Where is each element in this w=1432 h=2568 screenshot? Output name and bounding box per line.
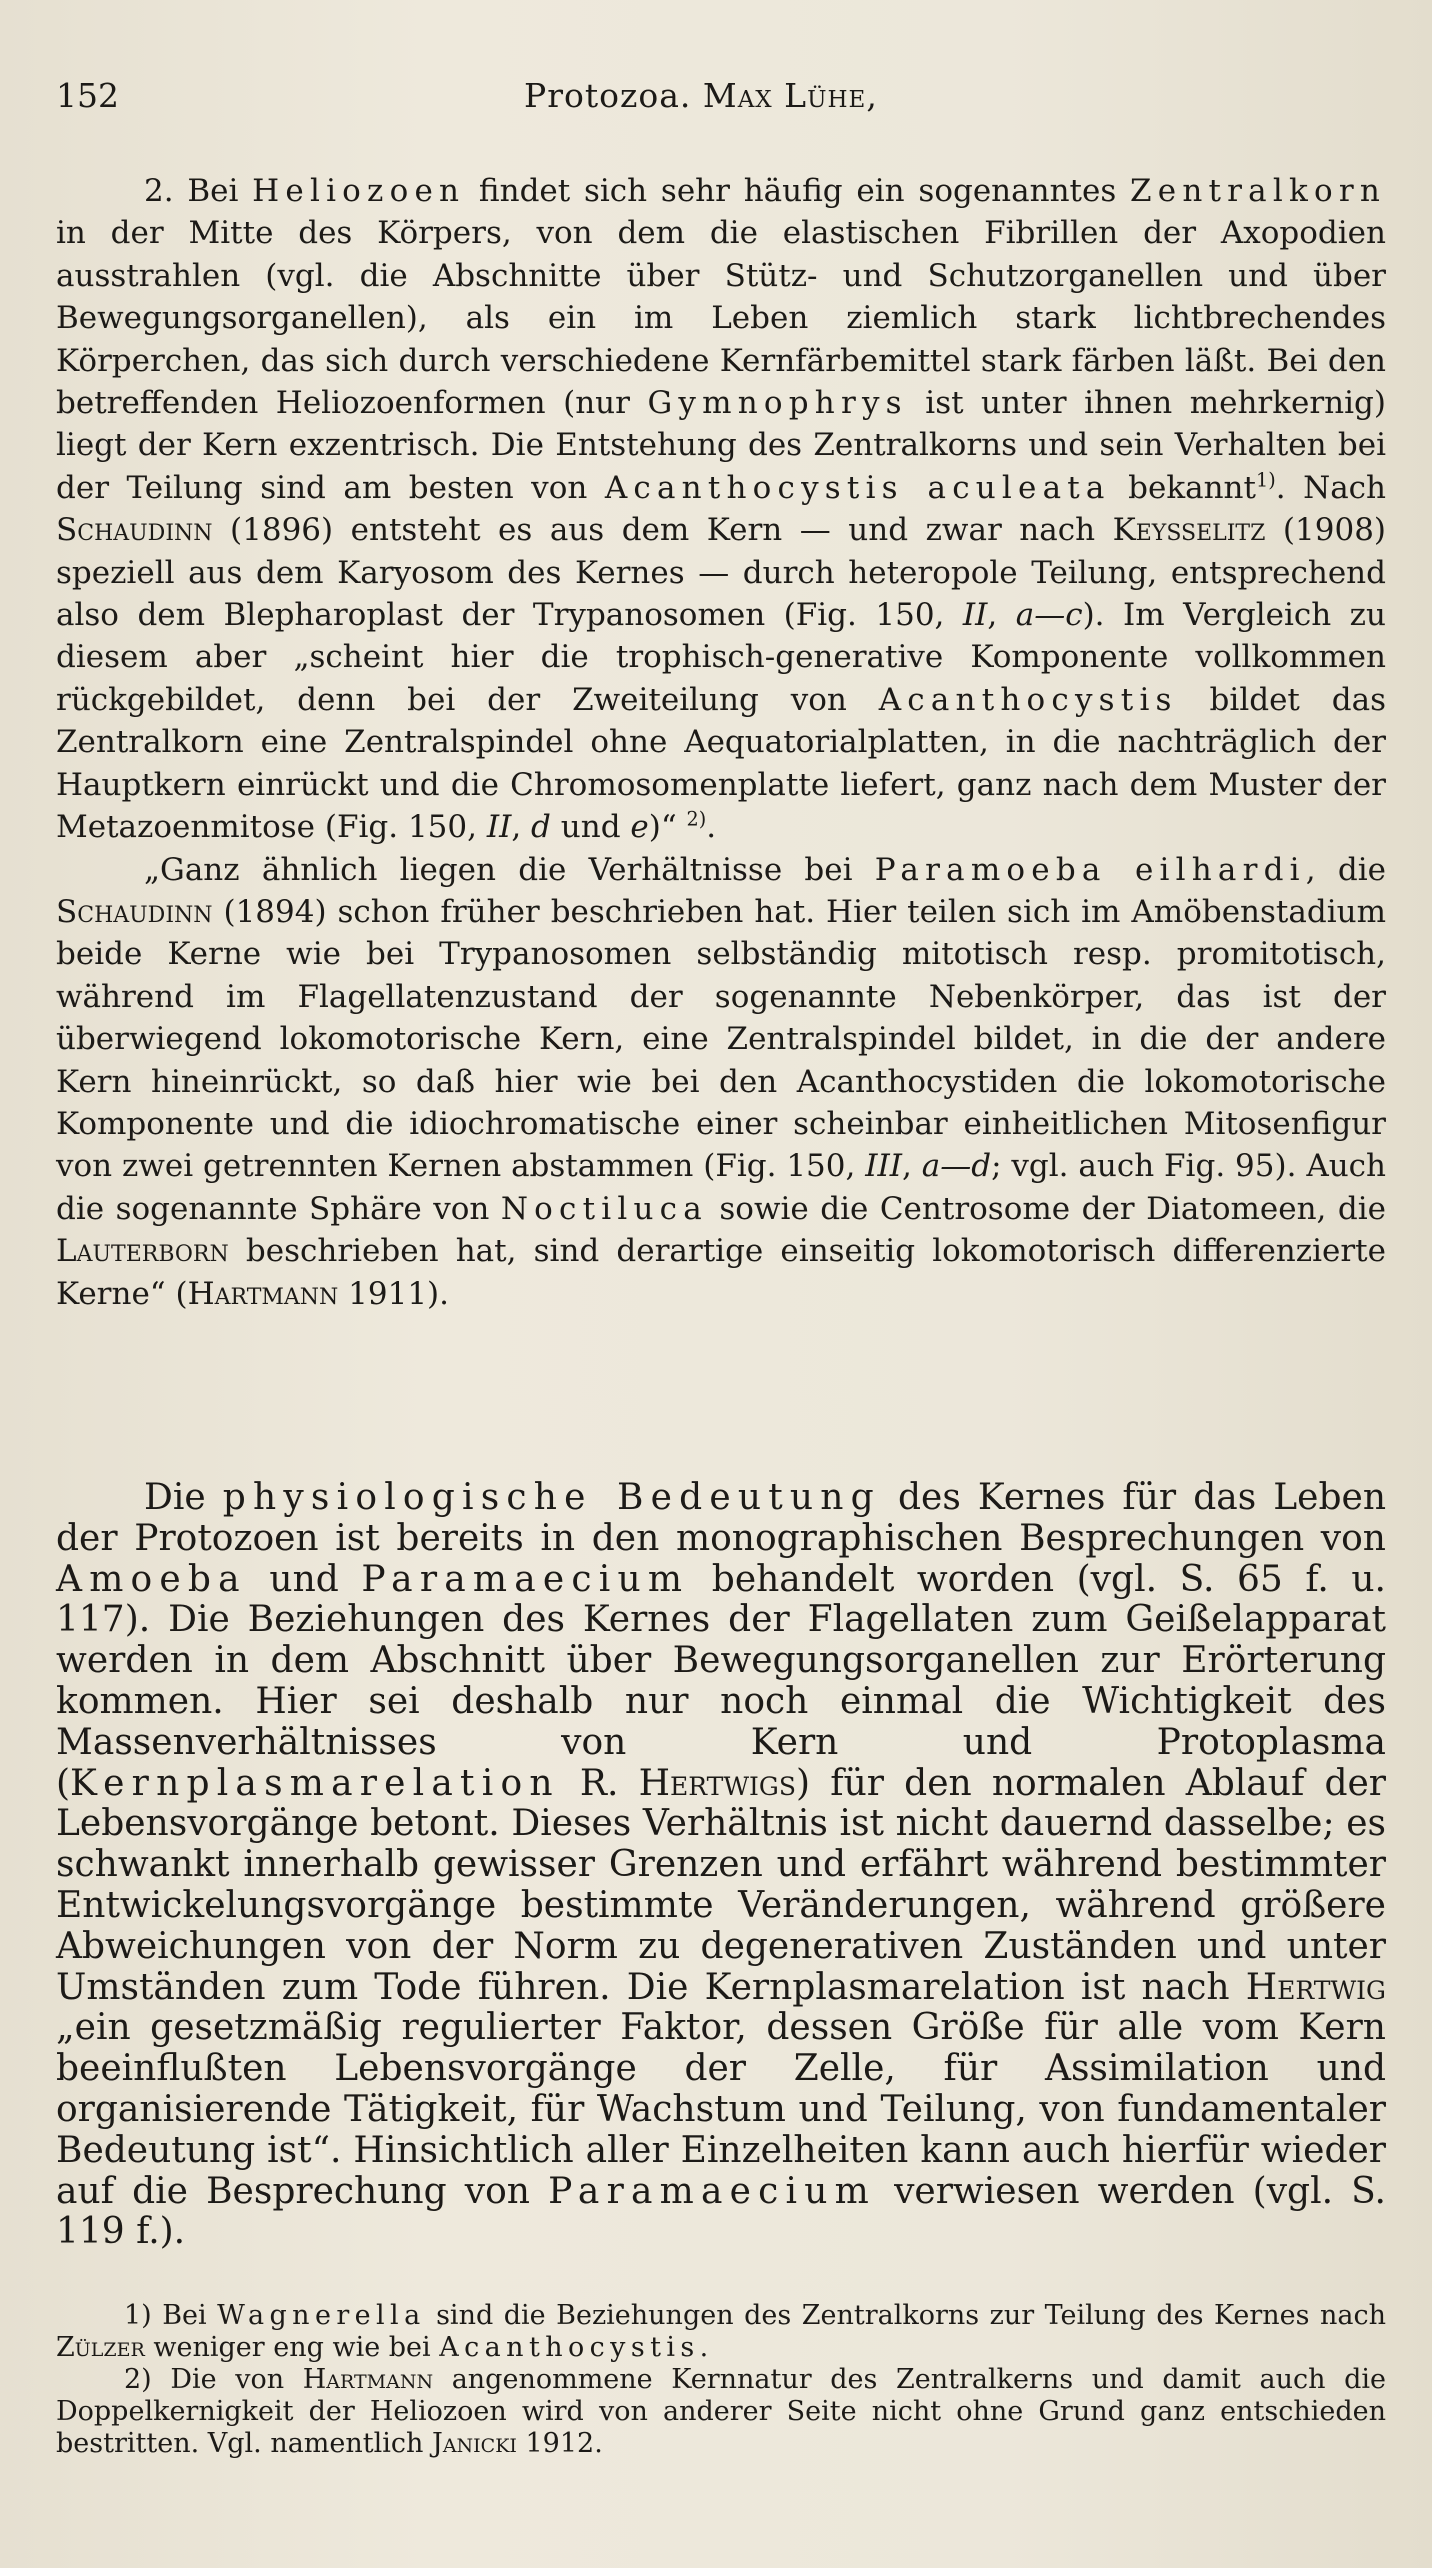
author-name: Schaudinn — [56, 512, 213, 549]
text-run: 1) Bei — [124, 2300, 218, 2331]
spaced-term: Paramoeba eilhardi — [874, 851, 1306, 888]
text-run: . — [706, 809, 717, 846]
spaced-term: Paramaecium — [548, 2170, 876, 2212]
main-text-section — [56, 1478, 1386, 2253]
running-title-section: Protozoa. — [524, 76, 692, 115]
text-run: angenommene Kernnatur des Zentralkerns und damit auch die Doppelkernigkeit der Heliozoen wird von anderer Seite nicht ohne Grund ganz entschieden bestritten. Vgl. namentlich — [56, 2364, 1386, 2459]
author-name: Janicki — [432, 2428, 517, 2459]
text-run: (1894) schon früher beschrieben hat. Hier teilen sich im Amöbenstadium beide Kerne wie bei Trypanosomen selbständig mitotisch resp. promitotisch, während im Flagellatenzustand der sogenannte Nebenkörper, das ist der überwiegend lokomotorische Kern, eine Zentralspindel bildet, in die der andere Kern hineinrückt, so daß hier wie bei den Acanthocystiden die lokomotorische Komponente und die idiochromatische einer scheinbar einheitlichen Mitosenfigur von zwei getrennten Kernen abstammen (Fig. 150, — [56, 893, 1386, 1185]
author-name: Zülzer — [56, 2332, 145, 2363]
spaced-term: physiologische Bedeutung — [222, 1477, 881, 1518]
text-run: , — [511, 809, 532, 846]
spaced-term: Wagnerella — [217, 2300, 426, 2331]
spaced-term: Gymnophrys — [647, 385, 908, 422]
text-run: ). Im Vergleich zu diesem aber „scheint hier die trophisch-generative Komponente vollkommen rückgebildet, denn bei der Zweiteilung von — [56, 597, 1386, 718]
text-run: des Kernes für das Leben der Protozoen ist bereits in den monographischen Besprechungen von — [56, 1477, 1387, 1559]
italic-ref: II — [962, 597, 988, 634]
text-run: Die — [144, 1477, 223, 1518]
text-run: (1908) speziell aus dem Karyosom des Kernes — durch heteropole Teilung, entsprechend also dem Blepharoplast der Trypanosomen (Fig. 150, — [56, 512, 1387, 634]
text-run: , die — [1305, 851, 1387, 888]
text-run: ; vgl. auch Fig. 95). Auch die sogenannte Sphäre von — [56, 1148, 1387, 1227]
running-title — [524, 76, 878, 115]
spaced-term: Kernplasmarelation — [70, 1762, 560, 1804]
author-name: Lauterborn — [56, 1233, 229, 1270]
spaced-term: Paramaecium — [361, 1558, 690, 1600]
author-name: Keysselitz — [1112, 512, 1266, 549]
paragraph — [56, 170, 1386, 849]
footnote — [56, 2364, 1386, 2460]
text-run: 1911). — [338, 1275, 449, 1312]
text-run: . Nach — [1275, 469, 1387, 506]
footnote-ref: 1) — [1255, 468, 1276, 492]
author-name: Schaudinn — [56, 893, 213, 930]
spaced-term: Acanthocystis — [878, 681, 1178, 718]
text-run: )“ — [648, 809, 687, 846]
text-run: 1912. — [516, 2428, 603, 2459]
running-header — [56, 76, 1386, 126]
text-run: ist unter ihnen mehrkernig) liegt der Kern exzentrisch. Die Entstehung des Zentralkorns und sein Verhalten bei der Teilung sind am besten von — [56, 385, 1386, 506]
text-run: und — [246, 1558, 362, 1600]
footnotes-section — [56, 2300, 1386, 2460]
running-title-author: Max Lühe, — [702, 76, 878, 115]
spaced-term: Acanthocystis aculeata — [604, 469, 1111, 506]
text-run: . — [699, 2332, 709, 2363]
footnote-ref: 2) — [686, 807, 707, 831]
text-run: beschrieben hat, sind derartige einseitig lokomotorisch differenzierte Kerne“ ( — [56, 1233, 1386, 1312]
small-print-section — [56, 170, 1386, 1315]
italic-ref: a—d — [921, 1148, 992, 1185]
text-run: sowie die Centrosome der Diatomeen, die — [707, 1190, 1386, 1227]
text-run: 2) Die von — [124, 2364, 303, 2395]
text-run: und — [550, 809, 631, 846]
author-name: Hartmann — [187, 1275, 339, 1312]
spaced-term: Amoeba — [56, 1558, 247, 1600]
author-name: Hertwigs — [638, 1762, 797, 1804]
text-run: behandelt worden (vgl. S. 65 f. u. 117). Die Beziehungen des Kernes der Flagellaten zum Geißelapparat werden in dem Abschnitt über Bewegungsorganellen zur Erörterung kommen. Hier sei deshalb nur noch einmal die Wichtigkeit des Massenverhältnisses von Kern und Protoplasma ( — [56, 1558, 1386, 1804]
italic-ref: d — [531, 809, 551, 846]
text-run: , — [987, 597, 1016, 634]
text-run: 2. Bei — [144, 173, 253, 209]
text-run: findet sich sehr häufig ein sogenanntes — [465, 173, 1131, 209]
italic-ref: e — [630, 809, 649, 846]
footnote — [56, 2300, 1386, 2364]
text-run: bildet das Zentralkorn eine Zentralspindel ohne Aequatorialplatten, in die nachträglich der Hauptkern einrückt und die Chromosomenplatte liefert, ganz nach dem Muster der Metazoenmitose (Fig. 150, — [56, 681, 1386, 846]
spaced-term: Heliozoen — [252, 173, 466, 209]
page-number: 152 — [56, 76, 119, 115]
text-run: sind die Beziehungen des Zentralkorns zur Teilung des Kernes nach — [425, 2300, 1386, 2331]
text-run: , — [901, 1148, 922, 1185]
text-run: weniger eng wie bei — [144, 2332, 440, 2363]
text-run: ) für den normalen Ablauf der Lebensvorgänge betont. Dieses Verhältnis ist nicht dauernd dasselbe; es schwankt innerhalb gewisser Grenzen und erfährt während bestimmter Entwickelungsvorgänge bestimmte Veränderungen, während größere Abweichungen von der Norm zu degenerativen Zuständen und unter Umständen zum Tode führen. Die Kernplasmarelation ist nach — [56, 1762, 1387, 2008]
text-run: in der Mitte des Körpers, von dem die elastischen Fibrillen der Axopodien ausstrahlen (vgl. die Abschnitte über Stütz- und Schutzorganellen und über Bewegungsorganellen), als ein im Leben ziemlich stark lichtbrechendes Körperchen, das sich durch verschiedene Kernfärbemittel stark färben läßt. Bei den betreffenden Heliozoenformen (nur — [56, 215, 1386, 422]
paragraph — [56, 1478, 1386, 2253]
text-run: bekannt — [1110, 469, 1256, 506]
text-run: „Ganz ähnlich liegen die Verhältnisse bei — [144, 851, 875, 888]
text-run: verwiesen werden (vgl. S. 119 f.). — [56, 2170, 1386, 2253]
spaced-term: Zentralkorn — [1130, 173, 1387, 209]
spaced-term: Acanthocystis — [439, 2332, 700, 2363]
paragraph — [56, 849, 1386, 1315]
spaced-term: Noctiluca — [500, 1190, 708, 1227]
author-name: Hartmann — [302, 2364, 434, 2395]
italic-ref: II — [486, 809, 512, 846]
text-run: (1896) entsteht es aus dem Kern — und zwar nach — [212, 512, 1113, 549]
italic-ref: a—c — [1015, 597, 1083, 634]
text-run: „ein gesetzmäßig regulierter Faktor, dessen Größe für alle vom Kern beeinflußten Lebensvorgänge der Zelle, für Assimilation und organisierende Tätigkeit, für Wachstum und Teilung, von fundamentaler Bedeutung ist“. Hinsichtlich aller Einzelheiten kann auch hierfür wieder auf die Besprechung von — [56, 2007, 1386, 2212]
text-run: R. — [559, 1762, 639, 1804]
italic-ref: III — [865, 1148, 902, 1185]
author-name: Hertwig — [1245, 1966, 1386, 2008]
